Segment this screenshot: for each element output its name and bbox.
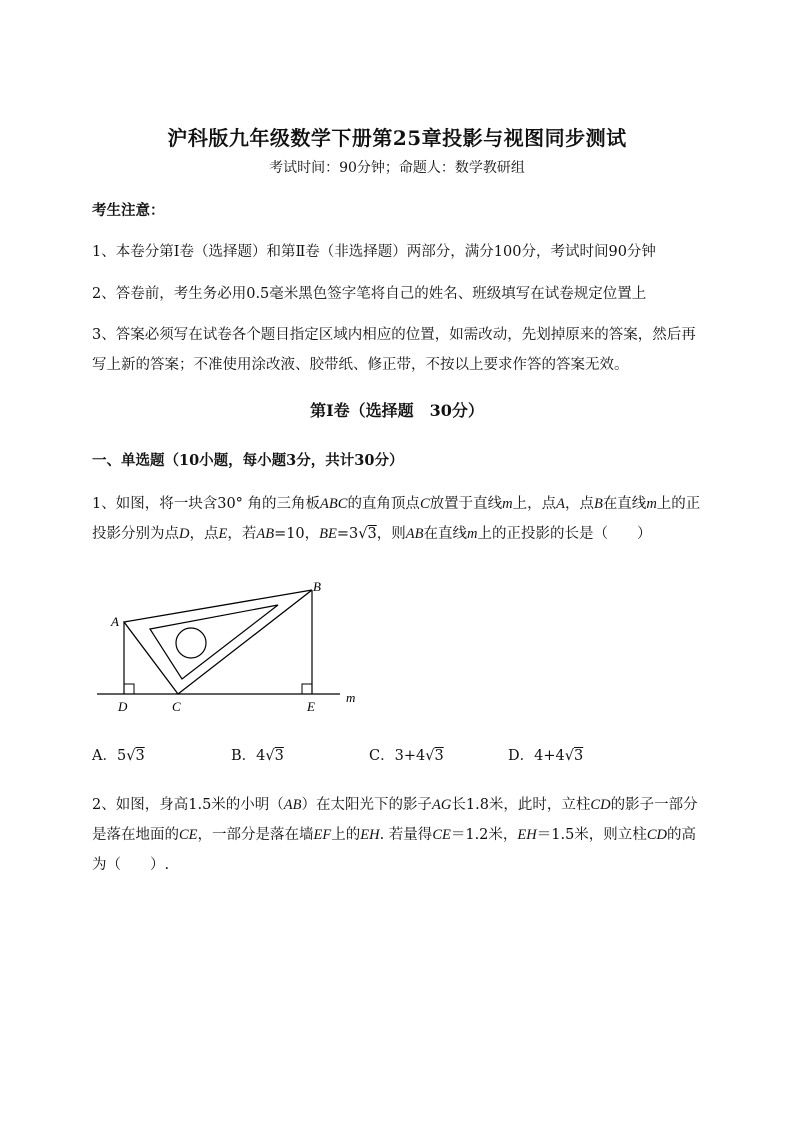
label-a: A xyxy=(111,614,119,629)
notice-item-2: 2、答卷前，考生务必用0.5毫米黑色签字笔将自己的姓名、班级填写在试卷规定位置上 xyxy=(92,286,647,302)
page-title: 沪科版九年级数学下册第25章投影与视图同步测试 xyxy=(167,126,627,150)
label-m: m xyxy=(346,690,356,705)
question-1-figure xyxy=(92,572,372,717)
choice-d[interactable]: D．4+4√3 xyxy=(508,748,584,764)
choice-c[interactable]: C．3+4√3 xyxy=(369,748,444,764)
choice-b[interactable]: B．4√3 xyxy=(231,748,284,764)
notice-item-3: 3、答案必须写在试卷各个题目指定区域内相应的位置，如需改动，先划掉原来的答案，然后再写上新的答案；不准使用涂改液、胶带纸、修正带，不按以上要求作答的答案无效。 xyxy=(92,327,696,373)
label-e: E xyxy=(307,699,315,714)
notice-heading: 考生注意： xyxy=(92,202,165,219)
label-c: C xyxy=(172,699,181,714)
right-angle-mark-e xyxy=(302,684,312,694)
question-number: 1、 xyxy=(92,496,116,512)
section-title: 第I卷（选择题 30分） xyxy=(310,401,484,420)
choice-a[interactable]: A．5√3 xyxy=(92,748,145,764)
notice-item-1: 1、本卷分第I卷（选择题）和第Ⅱ卷（非选择题）两部分，满分100分，考试时间90分钟 xyxy=(92,244,656,260)
question-number: 2、 xyxy=(92,797,116,813)
question-2-text: 2、如图，身高1.5米的小明（AB）在太阳光下的影子AG长1.8米，此时，立柱CD的影子一部分是落在地面的CE，一部分是落在墙EF上的EH. 若量得CE＝1.2米，EH＝1.5米，则立柱CD的高为（ ）. xyxy=(92,797,698,873)
label-b: B xyxy=(313,579,321,594)
question-1-text: 1、如图，将一块含30° 角的三角板ABC的直角顶点C放置于直线m上，点A，点B在直线m上的正投影分别为点D，点E，若AB=10，BE=3√3，则AB在直线m上的正投影的长是（ ） xyxy=(92,496,701,542)
circle-hole xyxy=(176,628,206,658)
inner-triangle xyxy=(150,605,278,679)
part-title: 一、单选题（10小题，每小题3分，共计30分） xyxy=(92,452,404,469)
label-d: D xyxy=(118,699,128,714)
triangle-abc xyxy=(124,590,312,694)
right-angle-mark-d xyxy=(124,684,134,694)
exam-info: 考试时间：90分钟；命题人：数学教研组 xyxy=(269,160,525,176)
